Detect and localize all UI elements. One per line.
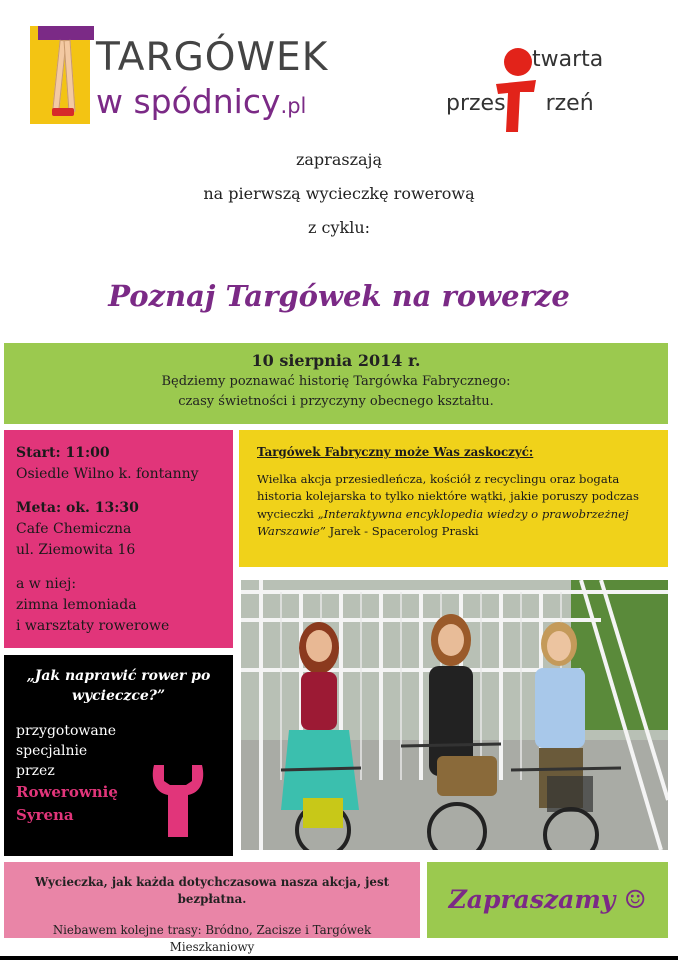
start-place: Osiedle Wilno k. fontanny [16,466,199,482]
wrench-icon [150,761,206,839]
date-box: 10 sierpnia 2014 r. Będziemy poznawać historię Targówka Fabrycznego: czasy świetności i przyczyny obecnego kształtu. [4,343,668,424]
workshop-box: „Jak naprawić rower po wycieczce?” przygotowane specjalnie przez Rowerownię Syrena [4,655,233,856]
otwarta-przestrzen-logo [446,44,616,134]
description-heading: Targówek Fabryczny może Was zaskoczyć: [257,445,534,459]
targowek-w-spodnicy-logo [30,26,329,126]
event-date: 10 sierpnia 2014 r. [251,351,421,370]
logo-red-dot-icon [504,48,532,76]
description-text: Wielka akcja przesiedleńcza, kościół z recyclingu oraz bogata historia kolejarska to tylko niektóre wątki, jakie poruszy podczas wycieczki „Interaktywna encyklopedia wiedzy o prawobrzeżnej Warszawie” Jarek - Spacerolog Praski [257,471,639,538]
end-time: Meta: ok. 13:30 [16,500,139,516]
invite-text: Zapraszamy ☺ [448,885,647,914]
upcoming-routes: Niebawem kolejne trasy: Bródno, Zacisze i Targówek Mieszkaniowy [52,923,372,954]
description-box [239,430,668,567]
logo-skirt-bar [38,26,94,40]
start-time: Start: 11:00 [16,445,110,461]
invite-box [427,862,668,938]
logo-line-1: twarta [532,47,604,72]
intro-text: zapraszają na pierwszą wycieczkę rowerową z cyklu: [203,150,475,237]
workshop-question: „Jak naprawić rower po wycieczce?” [26,668,211,704]
logo-line-2: przes rzeń [446,91,594,116]
schedule-box: Start: 11:00 Osiedle Wilno k. fontanny Meta: ok. 13:30 Cafe Chemiczna ul. Ziemowita 16 a w niej: zimna lemoniada i warsztaty rowerowe [4,430,233,648]
info-box [4,862,420,954]
workshop-sponsor: Rowerownię [16,783,118,801]
logo-red-t-icon [494,78,538,134]
logo-title: TARGÓWEK [96,35,329,80]
event-headline: Poznaj Targówek na rowerze [108,279,570,313]
cyclists-photo [241,580,668,850]
logo-subtitle: w spódnicy.pl [96,82,307,121]
free-note: Wycieczka, jak każda dotychczasowa nasza akcja, jest bezpłatna. [34,875,390,906]
logo-shoe-icon [52,108,74,116]
